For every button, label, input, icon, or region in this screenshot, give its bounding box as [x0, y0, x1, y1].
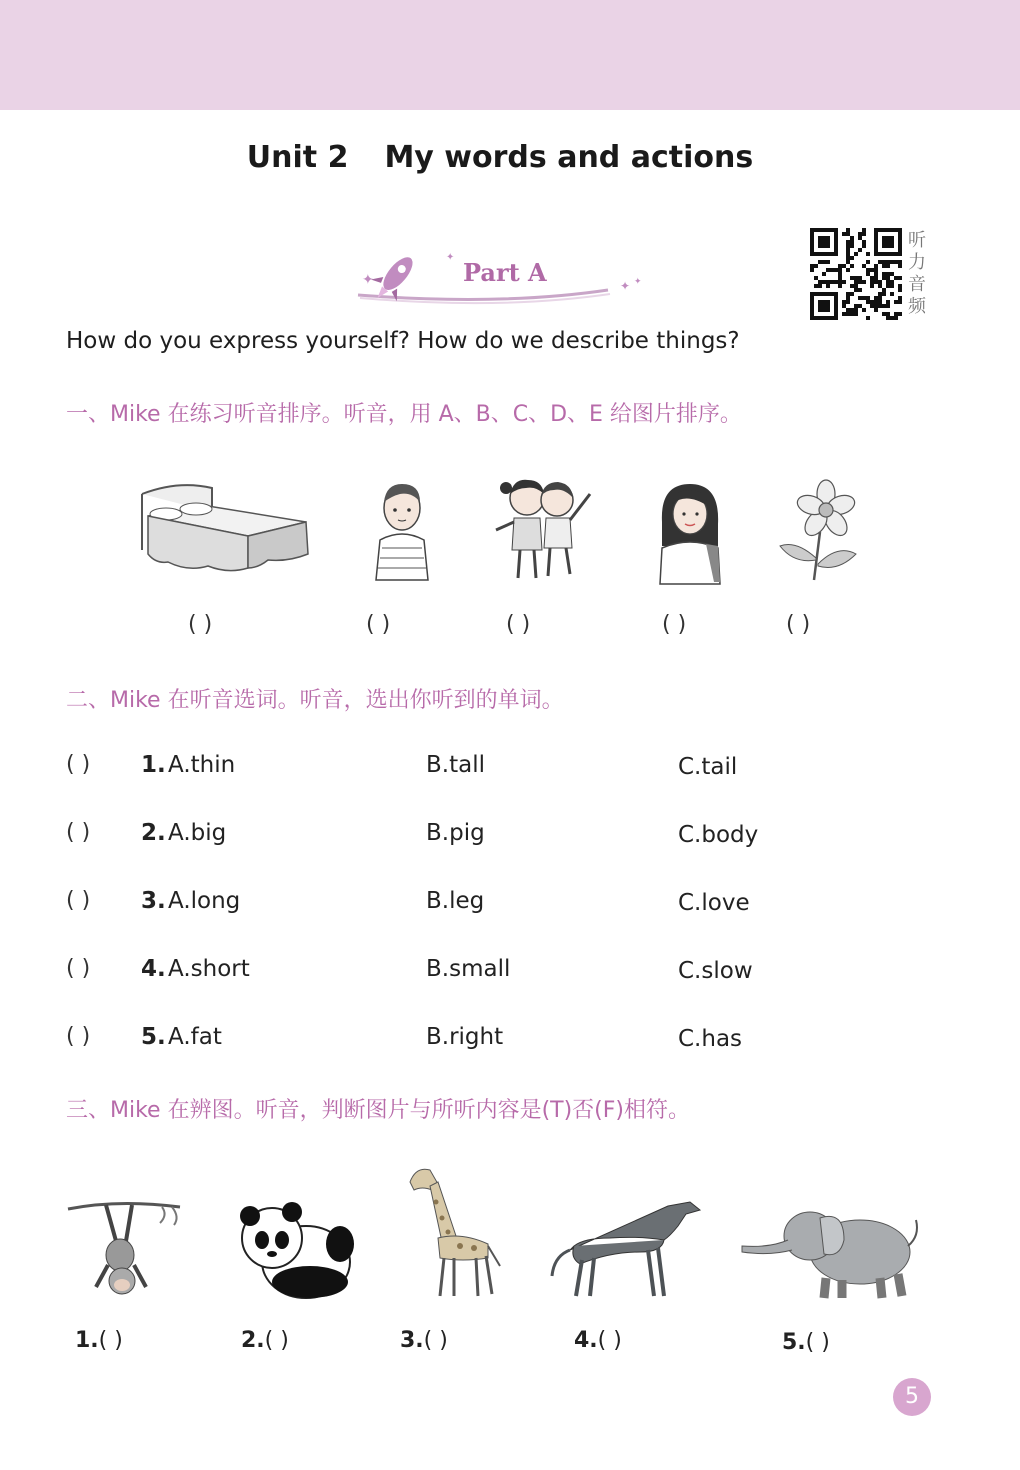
list-item	[0, 818, 1000, 858]
order-blank[interactable]: ( )	[506, 612, 531, 637]
item-number: 5.	[782, 1330, 806, 1355]
boy-icon	[372, 480, 432, 584]
option-a[interactable]: A.fat	[168, 1024, 222, 1050]
option-b[interactable]: B.small	[426, 956, 511, 982]
monkey-icon	[68, 1195, 184, 1299]
item-number: 2.	[241, 1328, 265, 1353]
answer-blank[interactable]: ( )	[66, 752, 91, 777]
tf-blank[interactable]: ( )	[98, 1328, 123, 1353]
item-number: 3.	[400, 1328, 424, 1353]
svg-text:✦: ✦	[634, 277, 642, 287]
section3-instruction: 三、Mike 在辨图。听音，判断图片与所听内容是(T)否(F)相符。	[66, 1098, 691, 1123]
item-number: 1.	[75, 1328, 99, 1353]
tf-item	[75, 1328, 123, 1353]
listen-char: 力	[908, 252, 926, 273]
girl-icon	[656, 482, 722, 586]
word-choice-list	[0, 750, 1020, 1090]
option-a[interactable]: A.big	[168, 820, 227, 846]
order-blank[interactable]: ( )	[188, 612, 213, 637]
part-banner	[350, 240, 650, 310]
list-item	[0, 954, 1000, 994]
answer-blank[interactable]: ( )	[66, 888, 91, 913]
elephant-icon	[740, 1200, 926, 1300]
unit-label: Unit 2	[246, 140, 349, 175]
answer-blank[interactable]: ( )	[66, 820, 91, 845]
svg-text:✦: ✦	[446, 252, 455, 263]
item-number: 2.	[141, 820, 166, 846]
option-c[interactable]: C.love	[678, 890, 750, 916]
answer-blank[interactable]: ( )	[66, 1024, 91, 1049]
tf-blank[interactable]: ( )	[805, 1330, 830, 1355]
list-item	[0, 886, 1000, 926]
option-c[interactable]: C.body	[678, 822, 759, 848]
flower-icon	[776, 482, 860, 582]
option-a[interactable]: A.short	[168, 956, 250, 982]
option-b[interactable]: B.right	[426, 1024, 504, 1050]
unit-title-text: My words and actions	[384, 140, 754, 175]
dog-icon	[550, 1196, 702, 1300]
order-blank[interactable]: ( )	[366, 612, 391, 637]
option-b[interactable]: B.leg	[426, 888, 485, 914]
option-c[interactable]: C.has	[678, 1026, 743, 1052]
panda-icon	[236, 1200, 354, 1300]
option-a[interactable]: A.thin	[168, 752, 236, 778]
tf-item	[241, 1328, 289, 1353]
order-blank[interactable]: ( )	[662, 612, 687, 637]
two-kids-icon	[492, 470, 596, 584]
option-c[interactable]: C.slow	[678, 958, 753, 984]
answer-blank[interactable]: ( )	[66, 956, 91, 981]
section1-instruction: 一、Mike 在练习听音排序。听音，用 A、B、C、D、E 给图片排序。	[66, 402, 742, 427]
listen-audio-label	[908, 230, 928, 318]
part-label: Part A	[463, 258, 547, 287]
tf-blank[interactable]: ( )	[597, 1328, 622, 1353]
guiding-question: How do you express yourself? How do we describe things?	[66, 328, 740, 354]
section2-instruction: 二、Mike 在听音选词。听音，选出你听到的单词。	[66, 688, 564, 713]
tf-blank[interactable]: ( )	[264, 1328, 289, 1353]
tf-item	[782, 1330, 830, 1355]
tf-blank[interactable]: ( )	[423, 1328, 448, 1353]
item-number: 5.	[141, 1024, 166, 1050]
option-b[interactable]: B.pig	[426, 820, 485, 846]
tf-item	[574, 1328, 622, 1353]
list-item	[0, 750, 1000, 790]
header-band	[0, 0, 1020, 110]
tf-item	[400, 1328, 448, 1353]
item-number: 1.	[141, 752, 166, 778]
listen-char: 频	[908, 296, 926, 317]
option-b[interactable]: B.tall	[426, 752, 485, 778]
page-number: 5	[893, 1378, 931, 1416]
option-a[interactable]: A.long	[168, 888, 241, 914]
svg-text:✦: ✦	[362, 272, 374, 288]
option-c[interactable]: C.tail	[678, 754, 738, 780]
giraffe-icon	[402, 1162, 502, 1300]
svg-text:✦: ✦	[620, 279, 631, 293]
order-blank[interactable]: ( )	[786, 612, 811, 637]
bed-icon	[138, 482, 313, 582]
listen-char: 音	[908, 274, 926, 295]
page-title	[0, 140, 1000, 175]
item-number: 3.	[141, 888, 166, 914]
item-number: 4.	[141, 956, 166, 982]
item-number: 4.	[574, 1328, 598, 1353]
listen-char: 听	[908, 230, 926, 251]
list-item	[0, 1022, 1000, 1062]
qr-code[interactable]	[810, 228, 902, 318]
